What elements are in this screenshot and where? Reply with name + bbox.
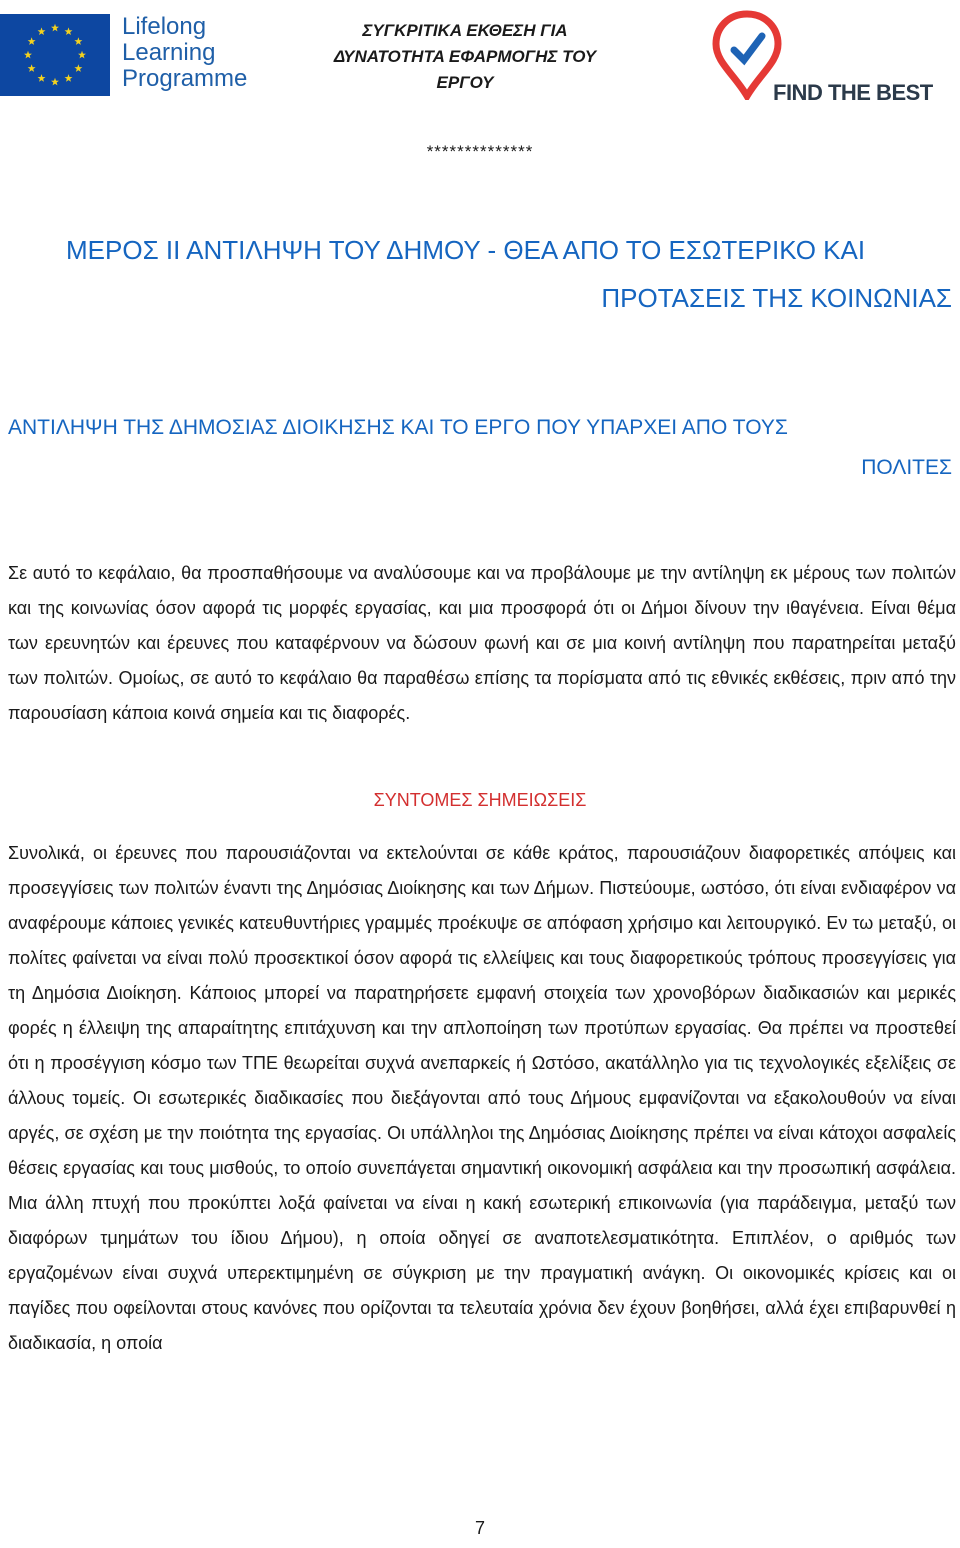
- page-number: 7: [474, 1518, 485, 1538]
- section-heading-line: ΠΟΛΙΤΕΣ: [861, 456, 952, 479]
- doc-title-line: ΕΡΓΟΥ: [436, 73, 494, 92]
- intro-paragraph: Σε αυτό το κεφάλαιο, θα προσπαθήσουμε να αναλύσουμε και να προβάλουμε με την αντίληψη εκ μέρους των πολιτών και της κοινωνίας όσον αφορά τις μορφές εργασίας, και μια προσφορά ότι οι Δήμοι δίνουν την ιθαγένεια. Είναι θέμα των ερευνητών και έρευνες που καταφέρνουν να δώσουν φωνή και σε μια κοινή αντίληψη που παρατηρείται μεταξύ των πολιτών. Ομοίως, σε αυτό το κεφάλαιο θα παραθέσω επίσης τα πορίσματα από τις εθνικές εκθέσεις, πριν από την παρουσίαση κάποια κοινά σημεία και τις διαφορές.: [8, 563, 956, 723]
- lifelong-learning-logo: [122, 14, 247, 92]
- notes-heading: ΣΥΝΤΟΜΕΣ ΣΗΜΕΙΩΣΕΙΣ: [373, 790, 587, 810]
- find-the-best-pin-icon: [712, 10, 782, 100]
- llp-line: Learning: [122, 39, 216, 66]
- doc-title-line: ΣΥΓΚΡΙΤΙΚΑ ΕΚΘΕΣΗ ΓΙΑ: [362, 21, 568, 40]
- part-heading: [8, 226, 952, 322]
- document-title: [300, 18, 630, 96]
- llp-line: Lifelong: [122, 13, 207, 40]
- notes-paragraph: Συνολικά, οι έρευνες που παρουσιάζονται να εκτελούνται σε κάθε κράτος, παρουσιάζουν διαφορετικές απόψεις και προσεγγίσεις των πολιτών έναντι της Δημόσιας Διοίκησης και των Δήμων. Πιστεύουμε, ωστόσο, ότι είναι ενδιαφέρον να αναφέρουμε κάποιες γενικές κατευθυντήριες γραμμές προέκυψε σε απόφαση χρήσιμο και λειτουργικό. Εν τω μεταξύ, οι πολίτες φαίνεται να είναι πολύ προσεκτικοί όσον αφορά τις ελλείψεις και τους διαφορετικούς τρόπους προσεγγίσεις για τη Δημόσια Διοίκηση. Κάποιος μπορεί να παρατηρήσετε εμφανή στοιχεία των χρονοβόρων διαδικασιών και μερικές φορές η έλλειψη της απαραίτητης επιτάχυνση και την απλοποίηση των προτύπων εργασίας. Θα πρέπει να προστεθεί ότι η προσέγγιση κόσμο των ΤΠΕ θεωρείται συχνά ανεπαρκείς ή Ωστόσο, ακατάλληλο για τις τεχνολογικές εξελίξεις σε άλλους τομείς. Οι εσωτερικές διαδικασίες που διεξάγονται από τους Δήμους εμφανίζονται να εξακολουθούν να είναι αργές, σε σχέση με την ποιότητα της εργασίας. Οι υπάλληλοι της Δημόσιας Διοίκησης πρέπει να είναι κάτοχοι ασφαλείς θέσεις εργασίας και τους μισθούς, το οποίο συνεπάγεται σημαντική οικονομική ασφάλεια και την προσωπική ασφάλεια. Μια άλλη πτυχή που προκύπτει λοξά φαίνεται να είναι η κακή εσωτερική επικοινωνία (για παράδειγμα, μεταξύ των διαφόρων τμημάτων του ίδιου Δήμου), η οποία οδηγεί σε αναποτελεσματικότητα. Επιπλέον, ο αριθμός των εργαζομένων είναι συχνά υπερεκτιμημένη σε σύγκριση με την πραγματική ανάγκη. Οι οικονομικές κρίσεις και οι παγίδες που οφείλονται στους κανόνες που ορίζονται τα τελευταία χρόνια δεν έχουν βοηθήσει, αλλά έχει επιβαρυνθεί η διαδικασία, η οποία: [8, 843, 956, 1353]
- llp-line: Programme: [122, 65, 248, 92]
- eu-flag-icon: [0, 14, 110, 96]
- part-heading-line: ΠΡΟΤΑΣΕΙΣ ΤΗΣ ΚΟΙΝΩΝΙΑΣ: [601, 283, 952, 313]
- find-the-best-logo-text: FIND THE BEST: [773, 80, 933, 105]
- part-heading-line: ΜΕΡΟΣ ΙΙ ΑΝΤΙΛΗΨΗ ΤΟΥ ΔΗΜΟΥ - ΘΕΑ ΑΠΟ ΤΟ ΕΣΩΤΕΡΙΚΟ ΚΑΙ: [66, 235, 866, 265]
- section-heading: [8, 408, 952, 488]
- separator: **************: [426, 142, 534, 161]
- page-header: [0, 0, 960, 110]
- doc-title-line: ΔΥΝΑΤΟΤΗΤΑ ΕΦΑΡΜΟΓΗΣ ΤΟΥ: [333, 47, 597, 66]
- section-heading-line: ΑΝΤΙΛΗΨΗ ΤΗΣ ΔΗΜΟΣΙΑΣ ΔΙΟΙΚΗΣΗΣ ΚΑΙ ΤΟ ΕΡΓΟ ΠΟΥ ΥΠΑΡΧΕΙ ΑΠΟ ΤΟΥΣ: [8, 416, 788, 439]
